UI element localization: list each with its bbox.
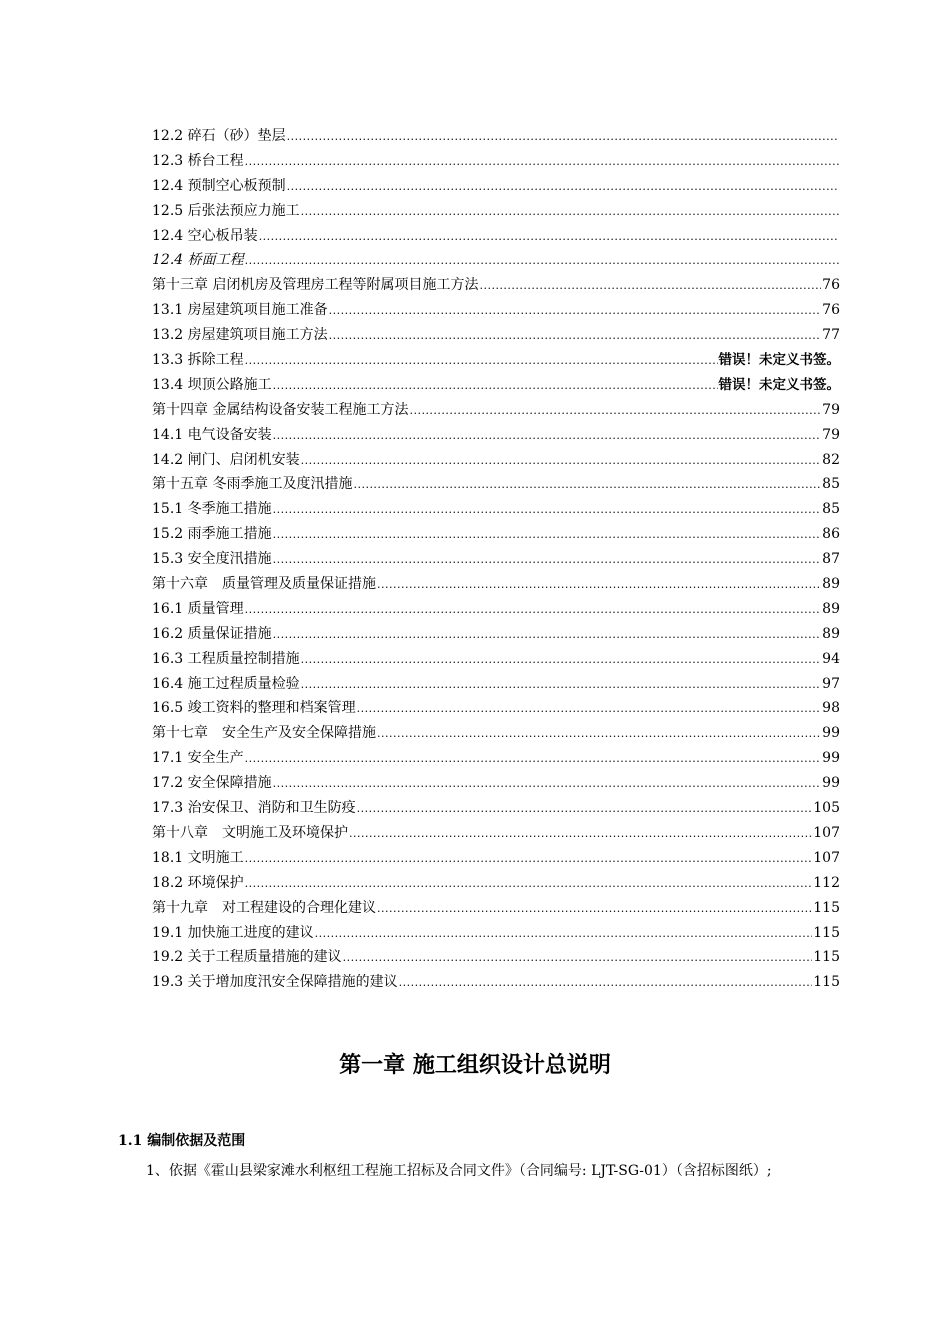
toc-entry-page: 99 — [822, 725, 840, 742]
toc-entry-page: 错误！未定义书签。 — [718, 352, 840, 369]
toc-entry-title: 13.2 房屋建筑项目施工方法 — [152, 327, 328, 344]
toc-leader-dots — [245, 249, 839, 274]
toc-entry[interactable] — [152, 721, 840, 746]
toc-entry-page: 76 — [822, 277, 840, 294]
chapter-title: 第一章 施工组织设计总说明 — [339, 1053, 611, 1078]
toc-entry[interactable] — [152, 921, 840, 946]
toc-entry-page: 76 — [822, 302, 840, 319]
toc-leader-dots — [287, 175, 839, 200]
toc-entry-title: 15.2 雨季施工措施 — [152, 526, 272, 543]
toc-entry-page: 115 — [813, 899, 840, 916]
toc-entry[interactable] — [152, 174, 840, 199]
toc-entry-page: 79 — [822, 401, 840, 418]
toc-leader-dots — [273, 548, 822, 573]
toc-entry[interactable] — [152, 224, 840, 249]
toc-entry[interactable] — [152, 273, 840, 298]
toc-leader-dots — [353, 473, 821, 498]
toc-leader-dots — [399, 971, 813, 996]
toc-entry-title: 16.4 施工过程质量检验 — [152, 675, 300, 692]
toc-entry-page: 89 — [822, 600, 840, 617]
toc-entry-title: 18.1 文明施工 — [152, 849, 244, 866]
toc-entry-title: 12.4 空心板吊装 — [152, 227, 258, 244]
toc-leader-dots — [245, 349, 718, 374]
toc-entry-page: 94 — [822, 650, 840, 667]
toc-leader-dots — [245, 872, 813, 897]
toc-entry[interactable] — [152, 124, 840, 149]
toc-leader-dots — [377, 573, 821, 598]
toc-leader-dots — [273, 374, 718, 399]
toc-entry[interactable] — [152, 522, 840, 547]
toc-entry-page: 77 — [822, 327, 840, 344]
toc-entry-title: 第十五章 冬雨季施工及度汛措施 — [152, 476, 353, 493]
toc-leader-dots — [245, 847, 813, 872]
toc-entry[interactable] — [152, 398, 840, 423]
toc-entry-page: 98 — [822, 700, 840, 717]
toc-leader-dots — [409, 399, 821, 424]
toc-entry-page: 82 — [822, 451, 840, 468]
toc-leader-dots — [273, 498, 822, 523]
toc-entry-title: 16.1 质量管理 — [152, 600, 244, 617]
toc-leader-dots — [343, 946, 813, 971]
toc-leader-dots — [273, 523, 822, 548]
toc-leader-dots — [287, 125, 839, 150]
toc-entry[interactable] — [152, 348, 840, 373]
body-paragraph: 1、依据《霍山县梁家滩水利枢纽工程施工招标及合同文件》（合同编号: LJT-SG-01）（含招标图纸）; — [146, 1163, 772, 1179]
toc-entry[interactable] — [152, 323, 840, 348]
toc-entry-page: 97 — [822, 675, 840, 692]
toc-entry-title: 15.3 安全度汛措施 — [152, 551, 272, 568]
toc-entry-page: 112 — [813, 874, 840, 891]
toc-entry[interactable] — [152, 746, 840, 771]
toc-entry[interactable] — [152, 945, 840, 970]
toc-entry-page: 105 — [813, 800, 840, 817]
toc-entry[interactable] — [152, 472, 840, 497]
toc-entry-title: 12.5 后张法预应力施工 — [152, 202, 300, 219]
toc-leader-dots — [301, 648, 822, 673]
toc-leader-dots — [479, 274, 821, 299]
toc-entry[interactable] — [152, 248, 840, 273]
toc-entry-title: 17.2 安全保障措施 — [152, 775, 272, 792]
toc-entry[interactable] — [152, 497, 840, 522]
toc-leader-dots — [349, 822, 812, 847]
toc-entry[interactable] — [152, 423, 840, 448]
toc-entry[interactable] — [152, 547, 840, 572]
toc-entry-page: 85 — [822, 476, 840, 493]
toc-entry[interactable] — [152, 896, 840, 921]
toc-entry-title: 12.2 碎石（砂）垫层 — [152, 128, 286, 144]
toc-leader-dots — [377, 722, 821, 747]
toc-leader-dots — [301, 673, 822, 698]
toc-entry-title: 14.2 闸门、启闭机安装 — [152, 451, 300, 468]
toc-entry-title: 第十三章 启闭机房及管理房工程等附属项目施工方法 — [152, 277, 479, 294]
toc-entry[interactable] — [152, 846, 840, 871]
toc-entry[interactable] — [152, 597, 840, 622]
toc-entry-title: 13.3 拆除工程 — [152, 352, 244, 369]
toc-entry-title: 第十八章 文明施工及环境保护 — [152, 824, 348, 841]
toc-leader-dots — [245, 598, 822, 623]
toc-entry-title: 17.3 治安保卫、消防和卫生防疫 — [152, 800, 356, 817]
toc-entry-title: 19.3 关于增加度汛安全保障措施的建议 — [152, 974, 398, 991]
toc-entry-title: 16.3 工程质量控制措施 — [152, 650, 300, 667]
toc-entry-title: 19.1 加快施工进度的建议 — [152, 924, 314, 941]
toc-leader-dots — [357, 697, 822, 722]
toc-entry[interactable] — [152, 373, 840, 398]
toc-leader-dots — [245, 150, 839, 175]
toc-leader-dots — [301, 449, 822, 474]
toc-entry-title: 12.4 桥面工程 — [152, 252, 244, 269]
table-of-contents — [152, 124, 840, 995]
toc-entry[interactable] — [152, 448, 840, 473]
toc-entry-title: 19.2 关于工程质量措施的建议 — [152, 949, 342, 966]
toc-entry[interactable] — [152, 672, 840, 697]
toc-entry-title: 17.1 安全生产 — [152, 750, 244, 767]
toc-entry-page: 99 — [822, 750, 840, 767]
toc-entry-page: 89 — [822, 625, 840, 642]
toc-entry-page: 115 — [813, 949, 840, 966]
toc-entry-title: 第十九章 对工程建设的合理化建议 — [152, 899, 376, 916]
toc-leader-dots — [357, 797, 813, 822]
toc-leader-dots — [329, 324, 822, 349]
toc-entry-title: 16.5 竣工资料的整理和档案管理 — [152, 700, 356, 717]
toc-entry-page: 85 — [822, 501, 840, 518]
toc-leader-dots — [301, 200, 839, 225]
toc-leader-dots — [273, 424, 822, 449]
toc-leader-dots — [245, 747, 822, 772]
toc-entry[interactable] — [152, 199, 840, 224]
toc-entry-page: 115 — [813, 974, 840, 991]
toc-entry[interactable] — [152, 821, 840, 846]
toc-leader-dots — [329, 299, 822, 324]
toc-entry-title: 第十六章 质量管理及质量保证措施 — [152, 576, 376, 593]
toc-entry-page: 79 — [822, 426, 840, 443]
toc-entry-page: 99 — [822, 775, 840, 792]
toc-entry[interactable] — [152, 796, 840, 821]
toc-leader-dots — [377, 897, 812, 922]
toc-entry[interactable] — [152, 696, 840, 721]
toc-entry-page: 115 — [813, 924, 840, 941]
toc-entry-title: 15.1 冬季施工措施 — [152, 501, 272, 518]
toc-entry-title: 13.1 房屋建筑项目施工准备 — [152, 302, 328, 319]
toc-entry[interactable] — [152, 572, 840, 597]
toc-entry-page: 86 — [822, 526, 840, 543]
toc-entry-title: 13.4 坝顶公路施工 — [152, 376, 272, 393]
toc-entry-title: 14.1 电气设备安装 — [152, 426, 272, 443]
toc-entry[interactable] — [152, 149, 840, 174]
toc-entry-title: 第十四章 金属结构设备安装工程施工方法 — [152, 401, 409, 418]
toc-leader-dots — [273, 772, 822, 797]
toc-leader-dots — [259, 225, 839, 250]
toc-entry-page: 89 — [822, 576, 840, 593]
section-heading: 1.1 编制依据及范围 — [118, 1133, 246, 1149]
toc-entry-title: 12.4 预制空心板预制 — [152, 177, 286, 194]
toc-entry[interactable] — [152, 970, 840, 995]
toc-leader-dots — [273, 623, 822, 648]
toc-leader-dots — [315, 922, 813, 947]
toc-entry-title: 第十七章 安全生产及安全保障措施 — [152, 725, 376, 742]
toc-entry[interactable] — [152, 298, 840, 323]
toc-entry-page: 错误！未定义书签。 — [718, 376, 840, 393]
toc-entry[interactable] — [152, 647, 840, 672]
toc-entry-title: 18.2 环境保护 — [152, 874, 244, 891]
toc-entry-title: 12.3 桥台工程 — [152, 152, 244, 169]
toc-entry-title: 16.2 质量保证措施 — [152, 625, 272, 642]
toc-entry[interactable] — [152, 771, 840, 796]
toc-entry-page: 107 — [813, 849, 840, 866]
toc-entry[interactable] — [152, 871, 840, 896]
toc-entry-page: 107 — [813, 824, 840, 841]
toc-entry-page: 87 — [822, 551, 840, 568]
toc-entry[interactable] — [152, 622, 840, 647]
